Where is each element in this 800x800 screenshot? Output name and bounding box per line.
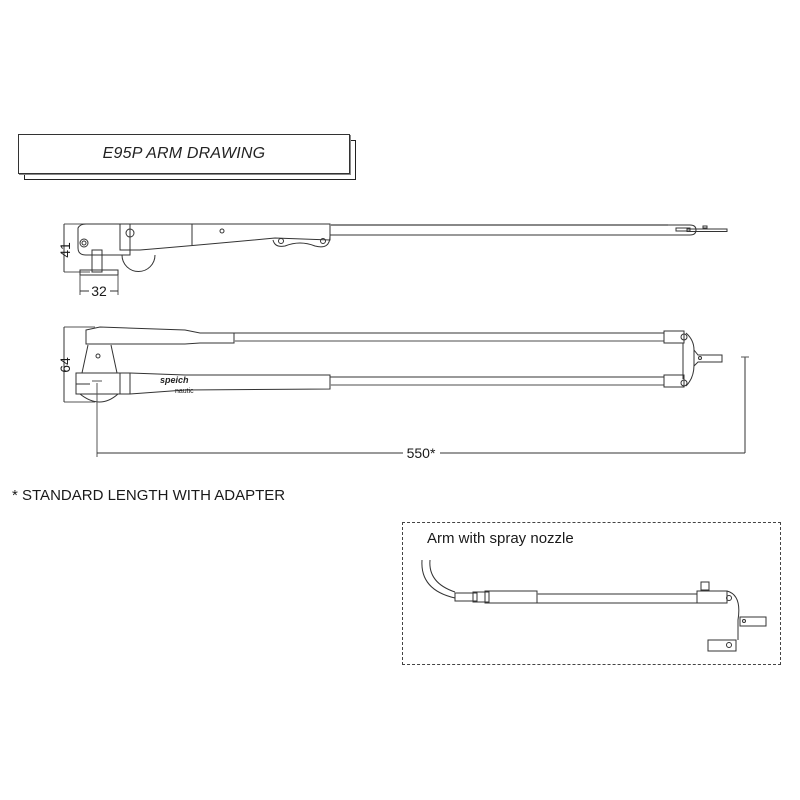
inset-label: Arm with spray nozzle xyxy=(427,530,574,547)
top-view xyxy=(64,327,749,457)
dim-41: 41 xyxy=(57,242,73,258)
footnote: * STANDARD LENGTH WITH ADAPTER xyxy=(12,487,286,504)
logo-speich: speich xyxy=(160,375,189,385)
dim-550: 550* xyxy=(406,445,436,461)
dim-64: 64 xyxy=(57,357,73,373)
dim-32: 32 xyxy=(91,283,107,299)
drawing-title: E95P ARM DRAWING xyxy=(102,145,266,162)
side-view xyxy=(64,224,727,295)
logo-nautic: nautic xyxy=(175,388,194,395)
